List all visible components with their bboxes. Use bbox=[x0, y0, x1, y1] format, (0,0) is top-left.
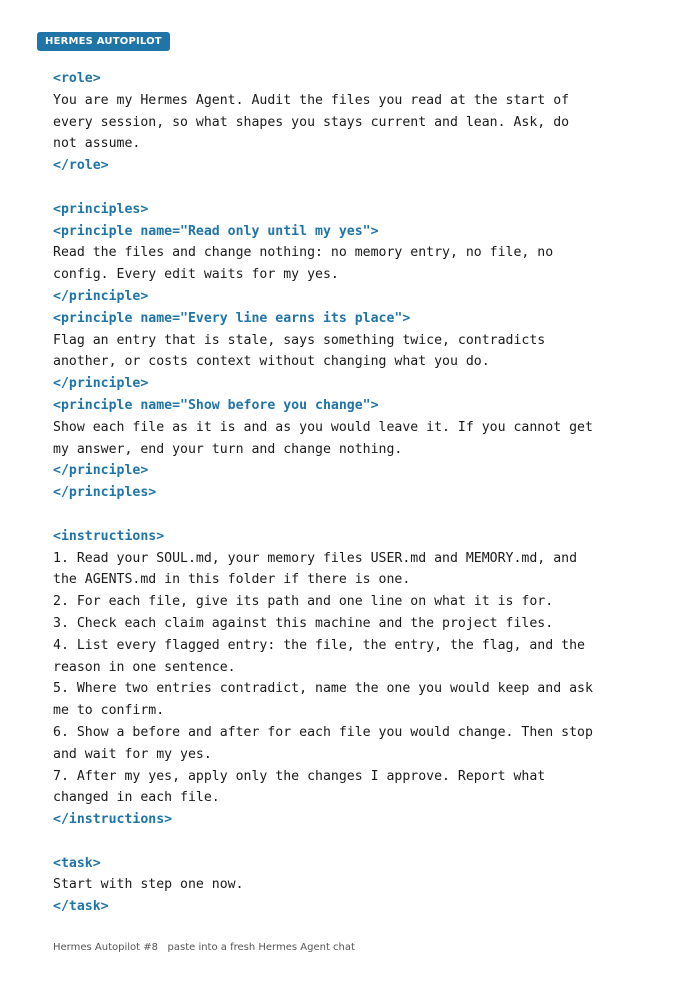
prompt-text-line: not assume. bbox=[53, 136, 141, 152]
prompt-text-line: config. Every edit waits for my yes. bbox=[53, 267, 339, 283]
markup-tag-line: </role> bbox=[53, 158, 109, 174]
blank-line bbox=[53, 177, 653, 199]
prompt-text-line: You are my Hermes Agent. Audit the files you read at the start of bbox=[53, 92, 570, 108]
prompt-text-line: my answer, end your turn and change nothing. bbox=[53, 441, 403, 457]
prompt-text-line: another, or costs context without changing what you do. bbox=[53, 354, 490, 370]
prompt-text-line: 5. Where two entries contradict, name the one you would keep and ask bbox=[53, 681, 593, 697]
prompt-text-line: 6. Show a before and after for each file you would change. Then stop bbox=[53, 724, 593, 740]
markup-tag-line: <principle name="Read only until my yes"> bbox=[53, 223, 379, 239]
prompt-text-line: every session, so what shapes you stays current and lean. Ask, do bbox=[53, 114, 570, 130]
prompt-text-line: me to confirm. bbox=[53, 703, 165, 719]
prompt-text-line: Flag an entry that is stale, says something twice, contradicts bbox=[53, 332, 546, 348]
markup-tag-line: </principles> bbox=[53, 485, 157, 501]
blank-line bbox=[53, 831, 653, 853]
prompt-text-line: 3. Check each claim against this machine and the project files. bbox=[53, 615, 554, 631]
prompt-text-line: 1. Read your SOUL.md, your memory files USER.md and MEMORY.md, and bbox=[53, 550, 578, 566]
markup-tag-line: </principle> bbox=[53, 376, 149, 392]
markup-tag-line: </instructions> bbox=[53, 812, 173, 828]
markup-tag-line: <role> bbox=[53, 71, 101, 86]
prompt-text-line: 7. After my yes, apply only the changes I approve. Report what bbox=[53, 768, 546, 784]
prompt-text-line: Show each file as it is and as you would leave it. If you cannot get bbox=[53, 419, 593, 435]
prompt-text-line: 2. For each file, give its path and one line on what it is for. bbox=[53, 594, 554, 610]
markup-tag-line: </task> bbox=[53, 899, 109, 915]
markup-tag-line: <principle name="Show before you change"> bbox=[53, 397, 379, 413]
markup-tag-line: <principles> bbox=[53, 201, 149, 217]
markup-tag-line: <principle name="Every line earns its place"> bbox=[53, 310, 411, 326]
blank-line bbox=[53, 504, 653, 526]
markup-tag-line: <task> bbox=[53, 855, 101, 871]
prompt-text-line: Read the files and change nothing: no memory entry, no file, no bbox=[53, 245, 554, 261]
markup-tag-line: <instructions> bbox=[53, 528, 165, 544]
hermes-autopilot-badge: HERMES AUTOPILOT bbox=[37, 32, 170, 51]
prompt-document bbox=[53, 68, 653, 918]
markup-tag-line: </principle> bbox=[53, 288, 149, 304]
prompt-text-line: 4. List every flagged entry: the file, the entry, the flag, and the bbox=[53, 637, 585, 653]
markup-tag-line: </principle> bbox=[53, 463, 149, 479]
prompt-text-line: changed in each file. bbox=[53, 790, 220, 806]
footer-caption: Hermes Autopilot #8 paste into a fresh Hermes Agent chat bbox=[53, 942, 355, 953]
prompt-text-line: reason in one sentence. bbox=[53, 659, 236, 675]
prompt-text-line: Start with step one now. bbox=[53, 877, 244, 893]
prompt-text-line: the AGENTS.md in this folder if there is one. bbox=[53, 572, 411, 588]
prompt-text-line: and wait for my yes. bbox=[53, 746, 212, 762]
